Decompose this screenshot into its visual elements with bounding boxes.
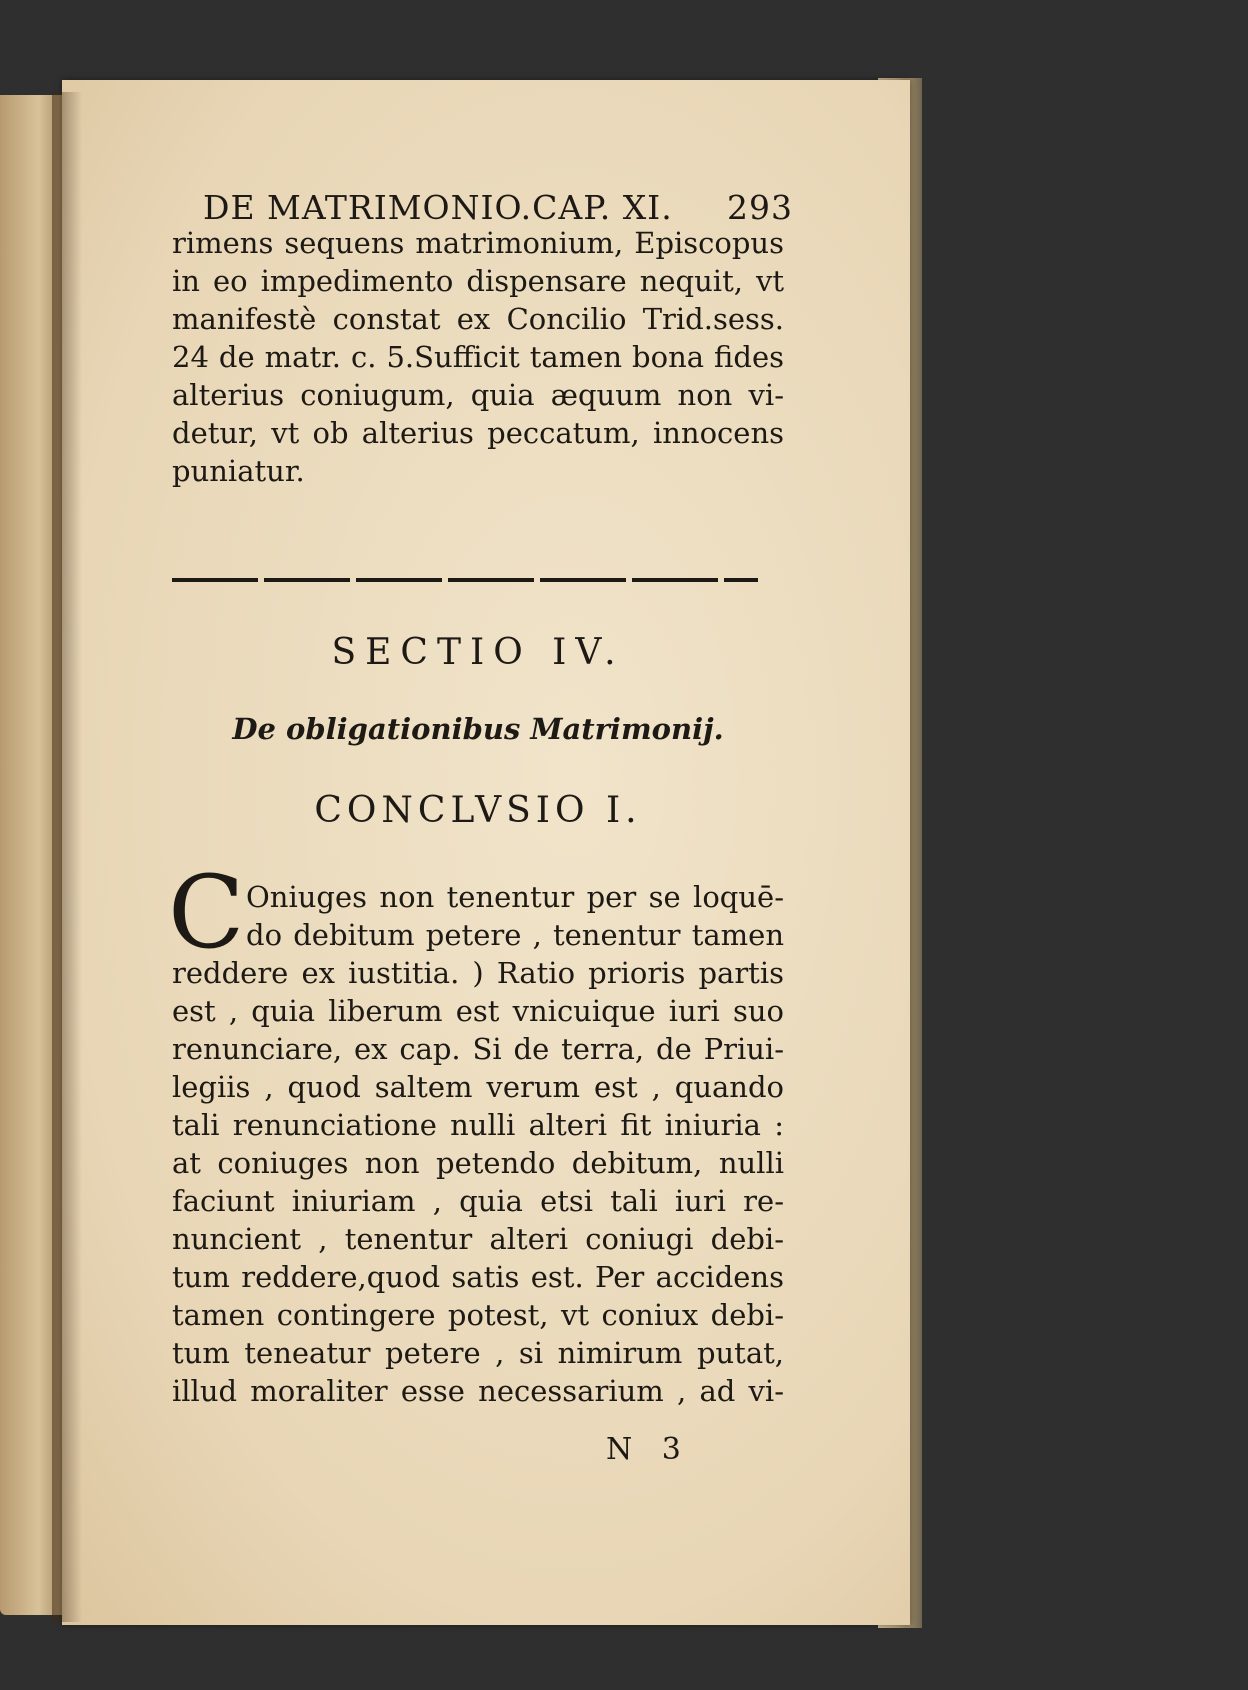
text-line: Oniuges non tenentur per se loquē- xyxy=(246,880,784,914)
text-line: manifestè constat ex Concilio Trid.sess. xyxy=(172,302,784,336)
indented-lines xyxy=(246,878,784,954)
gutter-shadow xyxy=(52,92,82,1622)
conclusion-body xyxy=(172,954,784,1410)
text-line: faciunt iniuriam , quia etsi tali iuri re- xyxy=(172,1184,784,1218)
text-line: nuncient , tenentur alteri coniugi debi- xyxy=(172,1222,784,1256)
text-line: illud moraliter esse necessarium , ad vi- xyxy=(172,1374,784,1408)
text-line: at coniuges non petendo debitum, nulli xyxy=(172,1146,784,1180)
conclusion-title: CONCLVSIO I. xyxy=(314,790,642,831)
text-line: legiis , quod saltem verum est , quando xyxy=(172,1070,784,1104)
text-line: tum teneatur petere , si nimirum putat, xyxy=(172,1336,784,1370)
page-number: 293 xyxy=(727,188,793,227)
text-line: 24 de matr. c. 5.Sufficit tamen bona fides xyxy=(172,340,784,374)
text-line: rimens sequens matrimonium, Episcopus xyxy=(172,226,784,260)
drop-cap: C xyxy=(168,854,245,971)
text-line: detur, vt ob alterius peccatum, innocens xyxy=(172,416,784,450)
text-line: in eo impedimento dispensare nequit, vt xyxy=(172,264,784,298)
text-line: puniatur. xyxy=(172,454,305,488)
signature-mark: N 3 xyxy=(606,1432,691,1467)
text-line: tamen contingere potest, vt coniux debi- xyxy=(172,1298,784,1332)
running-header xyxy=(203,188,793,227)
text-line: alterius coniugum, quia æquum non vi- xyxy=(172,378,784,412)
text-line: est , quia liberum est vnicuique iuri suo xyxy=(172,994,784,1028)
section-subtitle: De obligationibus Matrimonij. xyxy=(232,712,724,746)
text-line: do debitum petere , tenentur tamen xyxy=(246,918,784,952)
text-line: reddere ex iustitia. ) Ratio prioris partis xyxy=(172,956,784,990)
text-line: tali renunciatione nulli alteri fit iniuria : xyxy=(172,1108,784,1142)
header-title: DE MATRIMONIO.CAP. XI. xyxy=(203,188,673,227)
section-title: SECTIO IV. xyxy=(331,632,625,673)
text-line: renunciare, ex cap. Si de terra, de Priui- xyxy=(172,1032,784,1066)
text-line: tum reddere,quod satis est. Per accidens xyxy=(172,1260,784,1294)
ornamental-rule xyxy=(172,578,758,582)
paragraph-continuation xyxy=(172,224,784,490)
